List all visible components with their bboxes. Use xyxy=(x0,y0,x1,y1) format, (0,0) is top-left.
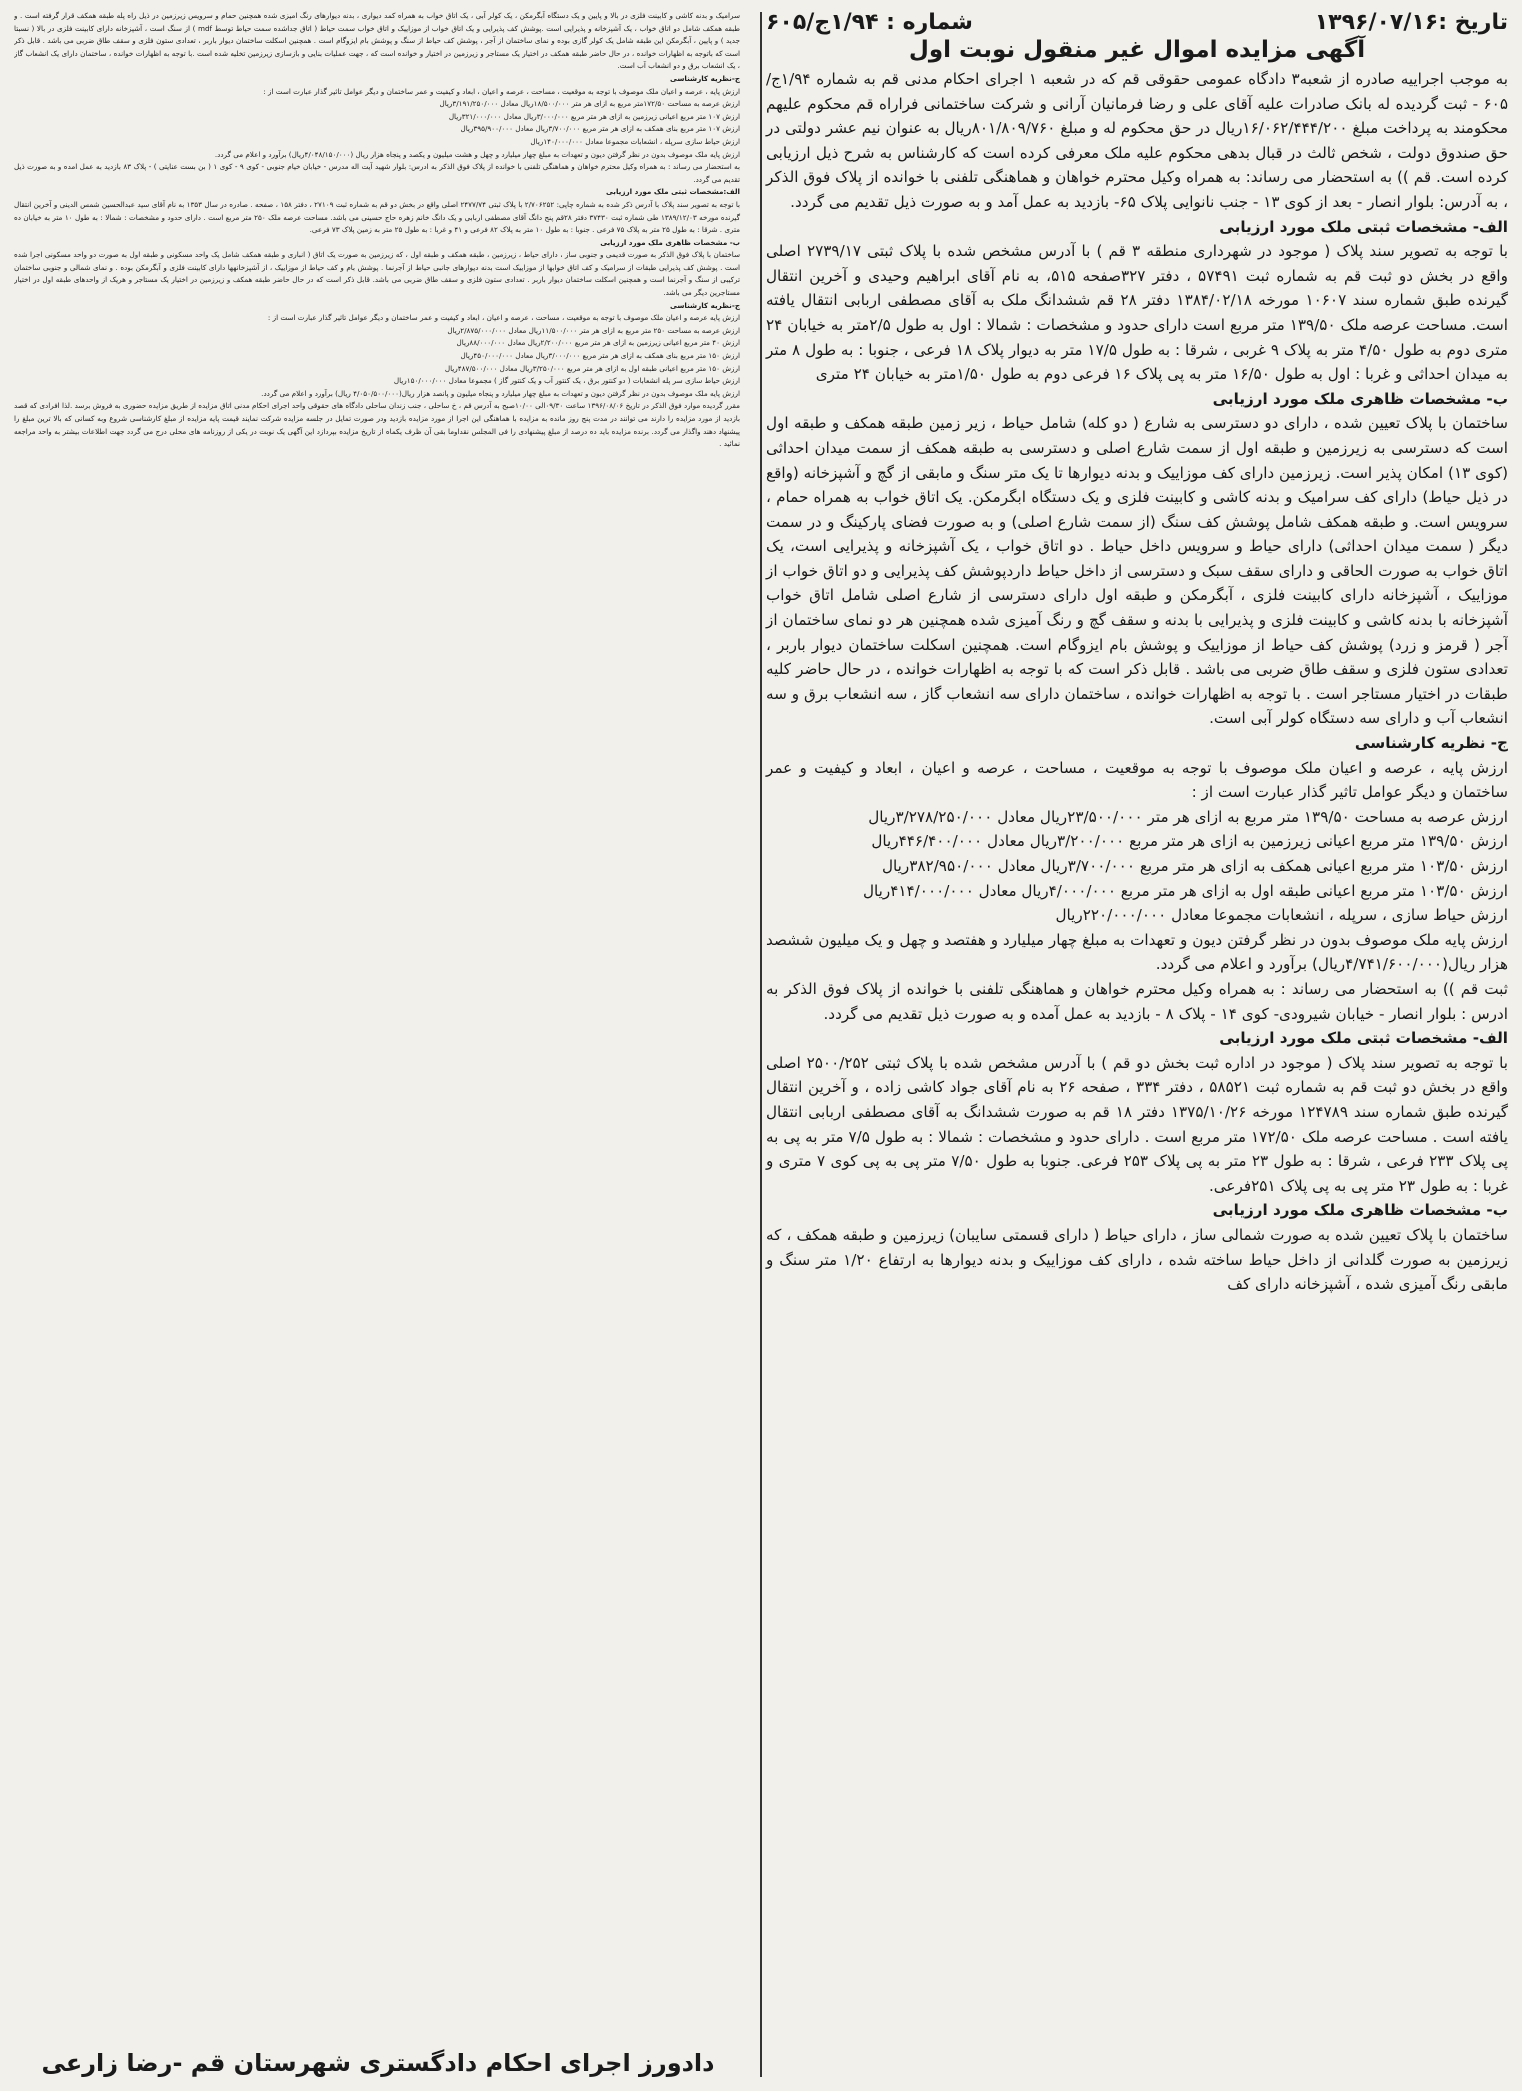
paragraph: با توجه به تصویر سند پلاک ( موجود در اداره ثبت بخش دو قم ) با آدرس مشخص شده با پلاک ثبتی ۲۵۰۰/۲۵۲ اصلی واقع در بخش دو ثبت قم به شماره ثبت ۵۸۵۲۱ ، دفتر ۳۳۴ ، صفحه ۲۶ به نام آقای جواد کاشی زاده ، و آخرین انتقال گیرنده طبق شماره سند ۱۲۴۷۸۹ مورخه ۱۳۷۵/۱۰/۲۶ دفتر ۱۸ قم به صورت ششدانگ به آقای مصطفی اربابی انتقال یافته است . مساحت عرصه ملک ۱۷۲/۵۰ متر مربع است . دارای حدود و مشخصات : شمالا : به طول ۷/۵ متر به پی به پی پلاک ۲۳۳ فرعی ، شرقا : به طول ۲۳ متر به پی پلاک ۲۵۳ فرعی. جنوبا به طول ۷/۵۰ متر پی به پی کوی ۷ متری و غربا : به طول ۲۳ متر پی به پی پلاک ۲۵۱فرعی. xyxy=(766,1053,1508,1195)
paragraph: ارزش ۱۵۰ متر مربع اعیانی طبقه اول به ازای هر متر مربع ۳/۲۵۰/۰۰۰ریال معادل ۴۸۷/۵۰۰/۰۰۰ریال xyxy=(444,363,740,373)
notice-date: تاریخ :۱۳۹۶/۰۷/۱۶ xyxy=(1314,10,1508,35)
paragraph: ارزش ۱۰۷ متر مربع اعیانی زیرزمین به ازای هر متر مربع ۳/۰۰۰/۰۰۰ریال معادل ۳۲۱/۰۰۰/۰۰۰ریال xyxy=(448,111,740,121)
header-row xyxy=(766,10,1508,35)
notice-title: آگهی مزایده اموال غیر منقول نوبت اول xyxy=(908,37,1366,63)
paragraph: ارزش پایه عرصه و اعیان ملک موصوف با توجه به موقعیت ، مساحت ، عرصه و اعیان ، ابعاد و کیفیت و عمر ساختمان و دیگر عوامل تاثیر گذار عبارت است از : xyxy=(267,313,740,323)
paragraph: ارزش حیاط سازی ، سرپله ، انشعابات مجموعا معادل ۲۲۰/۰۰۰/۰۰۰ریال xyxy=(1055,906,1508,925)
left-column xyxy=(14,10,748,2081)
paragraph: ارزش عرصه به مساحت ۱۷۲/۵۰متر مربع به ازای هر متر ۱۸/۵۰۰/۰۰۰ریال معادل ۳/۱۹۱/۲۵۰/۰۰۰ریال xyxy=(439,99,740,109)
paragraph: ارزش عرصه به مساحت ۲۵۰ متر مربع به ازای هر متر ۱۱/۵۰۰/۰۰۰ریال معادل ۲/۸۷۵/۰۰۰/۰۰۰ریال xyxy=(447,325,740,335)
paragraph: ثبت قم )) به استحضار می رساند : به همراه وکیل محترم خواهان و هماهنگی تلفنی با خوانده از پلاک فوق الذکر به ادرس : بلوار انصار - خیابان شیرودی- کوی ۱۴ - پلاک ۸ - بازدید به عمل آمده و به صورت ذیل تقدیم می گردد. xyxy=(766,979,1508,1023)
paragraph: سرامیک و بدنه کاشی و کابینت فلزی در بالا و پایین و یک دستگاه آبگرمکن ، یک کولر آبی ، یک اتاق خواب به همراه کمد دیواری ، بدنه دیوارهای رنگ امیزی شده همچنین حمام و سرویس زیرزمین در ذیل راه پله طبقه همکف قرار گرفته است . و طبقه همکف شامل دو اتاق خواب ، یک آشپزخانه و پذیرایی است .پوشش کف پذیرایی و یک اتاق خواب از موزاییک و اتاق خواب سمت حیاط ( اتاق جداشده سمت حیاط توسط mdf ) از سنگ است ، آشپزخانه دارای کابینت فلزی در بالا ( نسبتا جدید ) و پایین ، آبگرمکن این طبقه شامل یک کولر گازی بوده و نمای ساختمان از آجر ، پوشش کف حیاط از سنگ و پوشش بام ایزوگام است . همچنین اسکلت ساختمان دیوار باربر ، تعدادی ستون فلزی و سقف طاق ضربی می باشد . قابل ذکر است که باتوجه به اظهارات خوانده ، در حال حاضر طبقه همکف در اختیار یک مستاجر و زیرزمین در اختیار و خوانده است که ، جهت عملیات بنایی و بازسازی زیرزمین تخلیه شده است .با توجه به اظهارات خوانده ، ساختمان دارای یک انشعاب گاز ، یک انشعاب برق و دو انشعاب آب است. xyxy=(14,11,740,71)
right-column-body xyxy=(766,67,1508,1297)
paragraph: ارزش پایه ملک موصوف بدون در نظر گرفتن دیون و تعهدات به مبلغ چهار میلیارد و چهل و هشت میلیون و یکصد و پنجاه هزار ریال (۴/۰۴۸/۱۵۰/۰۰۰ریال) برآورد و اعلام می گردد. xyxy=(214,149,740,159)
paragraph: مقرر گردیده موارد فوق الذکر در تاریخ ۱۳۹۶/۰۸/۰۶ ساعت ۰۹/۳۰الی ۱۰/۰۰صبح به آدرس قم ، خ ساحلی ، جنب زندان ساحلی دادگاه های حقوقی واحد اجرای احکام مدنی اتاق مزایده از طریق مزایده حضوری به فروش برسد .لذا افرادی که قصد بازدید از مورد مزایده را دارند می توانند در مدت پنج روز مانده به مزایده با هماهنگی این اجرا از مورد مزایده بازدید ودر صورت تمایل در جلسه مزایده شرکت نمایند قیمت پایه مزایده از مبلغ کارشناسی شروع وبه کسانی که بالا ترین مبلغ را پیشنهاد دهند واگذار می گردد. برنده مزایده باید ده درصد از مبلغ پیشنهادی را فی المجلس نقداوما بقی آن ظرف یکماه از تاریخ مزایده بپردازد این آگهی یک نوبت در یکی از روزنامه های محلی درج می گردد جهت اطلاعات بیشتر به واحد مراجعه نمائید . xyxy=(14,401,740,449)
paragraph: ساختمان با پلاک تعیین شده به صورت شمالی ساز ، دارای حیاط ( دارای قسمتی سایبان) زیرزمین و طبقه همکف ، که زیرزمین به صورت گلدانی از داخل حیاط ساخته شده ، دارای کف موزاییک و بدنه دیوارها به ارتفاع ۱/۲۰ متر سنگ و مابقی رنگ آمیزی شده ، آشپزخانه دارای کف xyxy=(766,1225,1508,1294)
section-heading: ج- نظریه کارشناسی xyxy=(1354,734,1508,753)
paragraph: ارزش پایه ، عرصه و اعیان ملک موصوف با توجه به موقعیت ، مساحت ، عرصه و اعیان ، ابعاد و کیفیت و عمر ساختمان و دیگر عوامل تاثیر گذار عبارت است از : xyxy=(263,86,740,96)
section-heading: ج-نظریه کارشناسی xyxy=(670,300,740,310)
column-divider xyxy=(760,12,762,2077)
paragraph: ساختمان با پلاک تعیین شده ، دارای دو دسترسی به شارع ( دو کله) شامل حیاط ، زیر زمین طبقه همکف و طبقه اول است که دسترسی به زیرزمین و طبقه اول از سمت شارع اصلی و دسترسی به طبقه همکف از سمت میدان احداثی (کوی ۱۳) امکان پذیر است. زیرزمین دارای کف موزاییک و بدنه دیوارها تا یک متر سنگ و مابقی از گچ و آشپزخانه (واقع در ذیل حیاط) دارای کف سرامیک و بدنه کاشی و کابینت فلزی و یک دستگاه ابگرمکن. یک اتاق خواب به همراه حمام ، سرویس است. و طبقه همکف شامل پوشش کف سنگ (از سمت شارع اصلی) و به صورت فضای پارکینگ و در سمت دیگر ( سمت میدان احداثی) دارای حیاط و سرویس داخل حیاط . دو اتاق خواب ، یک آشپزخانه و پذیرایی است، یک اتاق خواب به صورت الحاقی و دارای سقف سبک و دسترسی از داخل حیاط داردپوشش کف پذیرایی و دو اتاق خواب از موزاییک ، آشپزخانه دارای کابینت فلزی ، آبگرمکن و طبقه اول دارای دسترسی از شارع اصلی شامل اتاق خواب آشپزخانه با بدنه کاشی و کابینت فلزی و پذیرایی با بدنه و سقف گچ و رنگ آمیزی شده همچنین هر دو نمای ساختمان از آجر ( قرمز و زرد) پوشش کف حیاط از موزاییک و پوشش بام ایزوگام است. همچنین اسکلت ساختمان دیوار باربر ، تعدادی ستون فلزی و سقف طاق ضربی می باشد . قابل ذکر است که با توجه به اظهارات خوانده ، در حال حاضر کلیه طبقات در اختیار مستاجر است . با توجه به اظهارات خوانده ، ساختمان دارای سه انشعاب گاز ، سه انشعاب برق و سه انشعاب آب و دارای سه دستگاه کولر آبی است. xyxy=(766,414,1508,728)
paragraph: ارزش ۱۵۰ متر مربع بنای همکف به ازای هر متر مربع ۳/۰۰۰/۰۰۰ریال معادل ۴۵۰/۰۰۰/۰۰۰ریال xyxy=(460,351,740,361)
right-column xyxy=(756,10,1508,2081)
paragraph: ارزش پایه ملک موصوف بدون در نظر گرفتن دیون و تعهدات به مبلغ چهار میلیارد و پنجاه میلیون و پانصد هزار ریال(۴/۰۵۰/۵۰۰/۰۰۰ ریال) برآورد و اعلام می گردد. xyxy=(261,388,740,398)
section-heading: الف- مشخصات ثبتی ملک مورد ارزیابی xyxy=(1219,1029,1508,1048)
left-column-body xyxy=(14,10,740,451)
paragraph: با توجه به تصویر سند پلاک با آدرس ذکر شده به شماره چاپی: ۲/۷۰۶۲۵۲ با پلاک ثبتی ۲۴۷۷/۷۴ اصلی واقع در بخش دو قم به شماره ثبت ۲۷۱۰۹ ، دفتر ۱۵۸ ، صفحه . صادره در سال ۱۳۵۳ به نام آقای سید عبدالحسین شمس الدینی و آخرین انتقال گیرنده مورخه ۱۳۸۹/۱۲/۰۳ طی شماره ثبت ۳۷۴۳۰ دفتر ۲۸قم پنج دانگ آقای مصطفی اربابی و یک دانگ خانم زهره حاج حسینی می باشد. مساحت عرصه ملک ۲۵۰ متر مربع است . دارای حدود و مشخصات : شمالا : به طول ۱۰ متر به خیابان ده متری . شرقا : به طول ۲۵ متر به پلاک ۷۵ فرعی . جنوبا : به طول ۱۰ متر به پلاک ۸۲ فرعی و ۴۱ و غربا : به طول ۲۵ متر به زمین پلاک ۷۳ فرعی. xyxy=(14,199,741,235)
section-heading: الف:مشخصات ثبتی ملک مورد ارزیابی xyxy=(605,187,740,197)
paragraph: ارزش ۱۰۳/۵۰ متر مربع اعیانی همکف به ازای هر متر مربع ۳/۷۰۰/۰۰۰ریال معادل ۳۸۲/۹۵۰/۰۰۰ریال xyxy=(881,857,1508,875)
paragraph: ارزش حیاط سازی سرپله ، انشعابات مجموعا معادل ۱۴۰/۰۰۰/۰۰۰ریال xyxy=(530,136,740,146)
section-heading: ج-نظریه کارشناسی xyxy=(670,73,740,83)
section-heading: الف- مشخصات ثبتی ملک مورد ارزیابی xyxy=(1219,217,1508,236)
paragraph: ساختمان با پلاک فوق الذکر به صورت قدیمی و جنوبی ساز ، دارای حیاط ، زیرزمین ، طبقه همکف و طبقه اول ، که زیرزمین به صورت یک اتاق ( انباری و طبقه همکف شامل یک واحد مسکونی و طبقه اول به صورت دو واحد مسکونی اجرا شده است . پوشش کف پذیرایی طبقات از سرامیک و کف اتاق خوابها از موزاییک است بدنه دیوارهای جانبی حیاط از آجرنما . پوشش بام و کف حیاط از موزاییک ، از آشپزخانهها دارای کابینت فلزی و آبگرمکن بوده . و نمای شمالی و جنوبی ساختمان ترکیبی از سنگ و آجرنما است و همچنین اسکلت ساختمان دیوار باربر . تعدادی ستون فلزی و سقف طاق ضربی می باشد. قابل ذکر است که در حال حاضر طبقه همکف و زیرزمین در اختیار یک مستاجر و هریک از واحدهای طبقه اول در اختیار مستاجرین دیگر می باشد. xyxy=(14,250,740,298)
paragraph: ارزش عرصه به مساحت ۱۳۹/۵۰ متر مربع به ازای هر متر ۲۳/۵۰۰/۰۰۰ریال معادل ۳/۲۷۸/۲۵۰/۰۰۰ریال xyxy=(868,807,1508,826)
paragraph: با توجه به تصویر سند پلاک ( موجود در شهرداری منطقه ۳ قم ) با آدرس مشخص شده با پلاک ثبتی ۲۷۳۹/۱۷ اصلی واقع در بخش دو ثبت قم به شماره ثبت ۵۷۴۹۱ ، دفتر ۳۲۷صفحه ۵۱۵، به نام آقای ابراهیم وحیدی و آخرین انتقال گیرنده طبق شماره سند ۱۰۶۰۷ مورخه ۱۳۸۴/۰۲/۱۸ دفتر ۲۸ قم ششدانگ ملک به آقای مصطفی اربابی انتقال یافته است. مساحت عرصه ملک ۱۳۹/۵۰ متر مربع است دارای حدود و مشخصات : شمالا : اول به طول ۲/۵متر به خیابان ۲۴ متری دوم به طول ۴/۵۰ متر به پلاک ۹ غربی ، شرقا : به طول ۱۷/۵ متر به دیوار پلاک ۱۸ فرعی ، جنوبا : به طول ۸ متر به میدان احداثی و غربا : اول به طول ۱۶/۵۰ متر به پی پلاک ۱۶ فرعی دوم به طول ۱/۵۰متر به خیابان ۲۴ متری xyxy=(766,242,1508,384)
signature: دادورز اجرای احکام دادگستری شهرستان قم -رضا زارعی xyxy=(41,2049,715,2077)
paragraph: ارزش پایه ، عرصه و اعیان ملک موصوف با توجه به موقعیت ، مساحت ، عرصه و اعیان ، ابعاد و کیفیت و عمر ساختمان و دیگر عوامل تاثیر گذار عبارت است از : xyxy=(766,758,1508,802)
paragraph: ارزش پایه ملک موصوف بدون در نظر گرفتن دیون و تعهدات به مبلغ چهار میلیارد و هفتصد و چهل و یک میلیون ششصد هزار ریال(۴/۷۴۱/۶۰۰/۰۰۰ریال) برآورد و اعلام می گردد. xyxy=(766,930,1508,974)
section-heading: ب- مشخصات ظاهری ملک مورد ارزیابی xyxy=(1212,1201,1508,1220)
notice-number: شماره : ۱/۹۴ج/۶۰۵ xyxy=(766,10,973,35)
paragraph: به استحضار می رساند : به همراه وکیل محترم خواهان و هماهنگی تلفنی با خوانده از پلاک فوق الذکر به ادرس: بلوار شهید آیت اله مدرس - خیابان خیام جنوبی - کوی ۹ - کوی ۱ ( بن بست عنایتی ) - پلاک ۸۳ بازدید به عمل امده و به صورت ذیل تقدیم می گردد. xyxy=(14,162,741,184)
paragraph: به موجب اجراییه صادره از شعبه۳ دادگاه عمومی حقوقی قم که در شعبه ۱ اجرای احکام مدنی قم به شماره ۱/۹۴ج/۶۰۵ - ثبت گردیده له بانک صادرات علیه آقای علی و رضا فرمانیان آرانی و شرکت ساختمانی فراراه قم محکوم علیهم محکومند به پرداخت مبلغ ۱۶/۰۶۲/۴۴۴/۲۰۰ریال در حق محکوم له و مبلغ ۸۰۱/۸۰۹/۷۶۰ریال به عنوان نیم عشر دولتی در حق صندوق دولت ، شخص ثالث در قبال بدهی محکوم علیه ملک معرفی کرده است که کارشناس به شرح ذیل ارزیابی کرده است. قم )) به استحضار می رساند: به همراه وکیل محترم خواهان و هماهنگی تلفنی با خوانده از پلاک فوق الذکر ، به آدرس: بلوار انصار - بعد از کوی ۱۳ - جنب نانوایی پلاک ۶۵- بازدید به عمل آمد و به صورت ذیل تقدیم می گردد. xyxy=(766,70,1508,211)
section-heading: ب- مشخصات ظاهری ملک مورد ارزیابی xyxy=(600,237,740,247)
paragraph: ارزش ۱۰۳/۵۰ متر مربع اعیانی طبقه اول به ازای هر متر مربع ۴/۰۰۰/۰۰۰ریال معادل ۴۱۴/۰۰۰/۰۰۰ریال xyxy=(862,881,1508,900)
paragraph: ارزش ۱۰۷ متر مربع بنای همکف به ازای هر متر مربع ۳/۷۰۰/۰۰۰ریال معادل ۳۹۵/۹۰۰/۰۰۰ریال xyxy=(460,124,740,134)
paragraph: ارزش حیاط سازی سر پله انشعابات ( دو کنتور برق ، یک کنتور آب و یک کنتور گاز ) مجموعا معادل ۱۵۰/۰۰۰/۰۰۰ریال xyxy=(393,376,740,386)
section-heading: ب- مشخصات ظاهری ملک مورد ارزیابی xyxy=(1212,389,1508,408)
paragraph: ارزش ۱۳۹/۵۰ متر مربع اعیانی زیرزمین به ازای هر متر مربع ۳/۲۰۰/۰۰۰ریال معادل ۴۴۶/۴۰۰/۰۰۰ریال xyxy=(871,832,1508,851)
paragraph: ارزش ۴۰ متر مربع اعیانی زیرزمین به ازای هر متر مربع ۲/۲۰۰/۰۰۰ریال معادل ۸۸/۰۰۰/۰۰۰ریال xyxy=(456,338,740,348)
